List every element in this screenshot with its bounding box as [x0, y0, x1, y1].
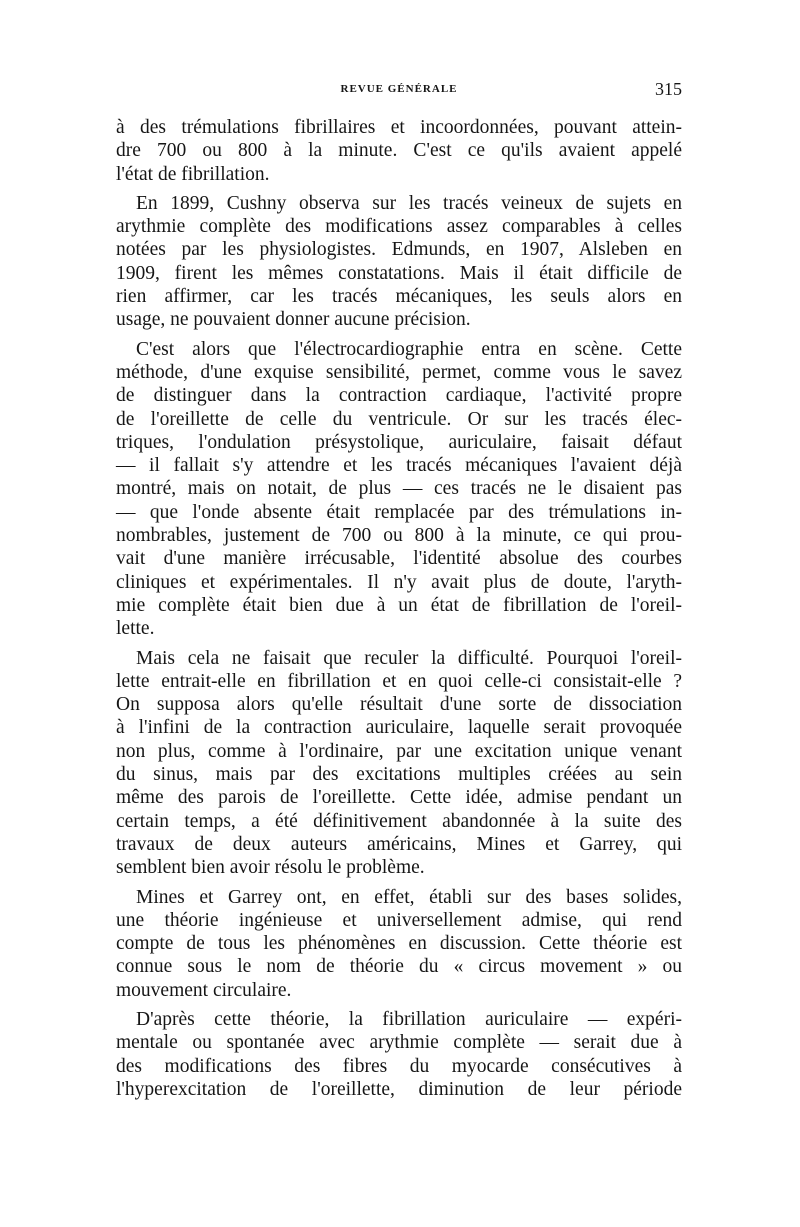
running-title: REVUE GÉNÉRALE — [340, 83, 458, 95]
text-line: Mais cela ne faisait que reculer la difficulté. Pourquoi l'oreil- — [136, 647, 682, 669]
text-line: lette entrait-elle en fibrillation et en quoi celle-ci consistait-elle ? — [116, 670, 682, 692]
text-line: à l'infini de la contraction auriculaire, laquelle serait provoquée — [116, 717, 682, 739]
text-line: l'hyperexcitation de l'oreillette, diminution de leur période — [116, 1078, 682, 1100]
text-line: triques, l'ondulation présystolique, auriculaire, faisait défaut — [116, 431, 682, 453]
body-text — [116, 116, 682, 1101]
paragraph — [116, 116, 682, 186]
paragraph — [116, 886, 682, 1002]
text-line: Mines et Garrey ont, en effet, établi sur des bases solides, — [136, 886, 682, 908]
running-head — [116, 78, 682, 100]
paragraph — [116, 192, 682, 332]
text-line: de distinguer dans la contraction cardiaque, l'activité propre — [116, 385, 682, 407]
text-line: de l'oreillette de celle du ventricule. Or sur les tracés élec- — [116, 408, 682, 430]
text-line: — il fallait s'y attendre et les tracés mécaniques l'avaient déjà — [116, 455, 682, 477]
text-line: C'est alors que l'électrocardiographie entra en scène. Cette — [136, 338, 682, 360]
text-line: usage, ne pouvaient donner aucune précision. — [116, 309, 471, 331]
text-line: notées par les physiologistes. Edmunds, en 1907, Alsleben en — [116, 239, 682, 261]
text-line: l'état de fibrillation. — [116, 163, 270, 185]
text-line: non plus, comme à l'ordinaire, par une excitation unique venant — [116, 740, 682, 762]
paragraph — [116, 338, 682, 641]
text-line: En 1899, Cushny observa sur les tracés veineux de sujets en — [136, 192, 682, 214]
text-line: travaux de deux auteurs américains, Mines et Garrey, qui — [116, 833, 682, 855]
text-line: une théorie ingénieuse et universellement admise, qui rend — [116, 909, 682, 931]
text-line: mentale ou spontanée avec arythmie complète — serait due à — [116, 1032, 682, 1054]
text-line: rien affirmer, car les tracés mécaniques, les seuls alors en — [116, 286, 682, 308]
text-line: méthode, d'une exquise sensibilité, permet, comme vous le savez — [116, 361, 682, 383]
page-number: 315 — [655, 79, 682, 99]
text-line: montré, mais on notait, de plus — ces tracés ne le disaient pas — [116, 478, 682, 500]
text-line: nombrables, justement de 700 ou 800 à la minute, ce qui prou- — [116, 525, 682, 547]
text-line: lette. — [116, 618, 155, 640]
text-line: cliniques et expérimentales. Il n'y avait plus de doute, l'aryth- — [116, 571, 682, 593]
text-line: connue sous le nom de théorie du « circus movement » ou — [116, 956, 682, 978]
text-line: dre 700 ou 800 à la minute. C'est ce qu'ils avaient appelé — [116, 140, 682, 162]
text-line: vait d'une manière irrécusable, l'identité absolue des courbes — [116, 548, 682, 570]
text-line: mouvement circulaire. — [116, 979, 292, 1001]
text-line: même des parois de l'oreillette. Cette idée, admise pendant un — [116, 787, 682, 809]
text-line: compte de tous les phénomènes en discussion. Cette théorie est — [116, 933, 682, 955]
text-line: du sinus, mais par des excitations multiples créées au sein — [116, 764, 682, 786]
paragraph — [116, 1008, 682, 1101]
text-line: arythmie complète des modifications assez comparables à celles — [116, 216, 682, 238]
text-line: mie complète était bien due à un état de fibrillation de l'oreil- — [116, 594, 682, 616]
text-line: à des trémulations fibrillaires et incoordonnées, pouvant attein- — [116, 117, 682, 138]
text-line: semblent bien avoir résolu le problème. — [116, 857, 425, 879]
text-line: On supposa alors qu'elle résultait d'une sorte de dissociation — [116, 694, 682, 716]
text-line: D'après cette théorie, la fibrillation auriculaire — expéri- — [136, 1008, 682, 1030]
text-line: certain temps, a été définitivement abandonnée à la suite des — [116, 810, 682, 832]
paragraph — [116, 647, 682, 880]
text-line: 1909, firent les mêmes constatations. Mais il était difficile de — [116, 262, 682, 284]
text-line: — que l'onde absente était remplacée par des trémulations in- — [116, 501, 682, 523]
text-line: des modifications des fibres du myocarde consécutives à — [116, 1055, 682, 1077]
